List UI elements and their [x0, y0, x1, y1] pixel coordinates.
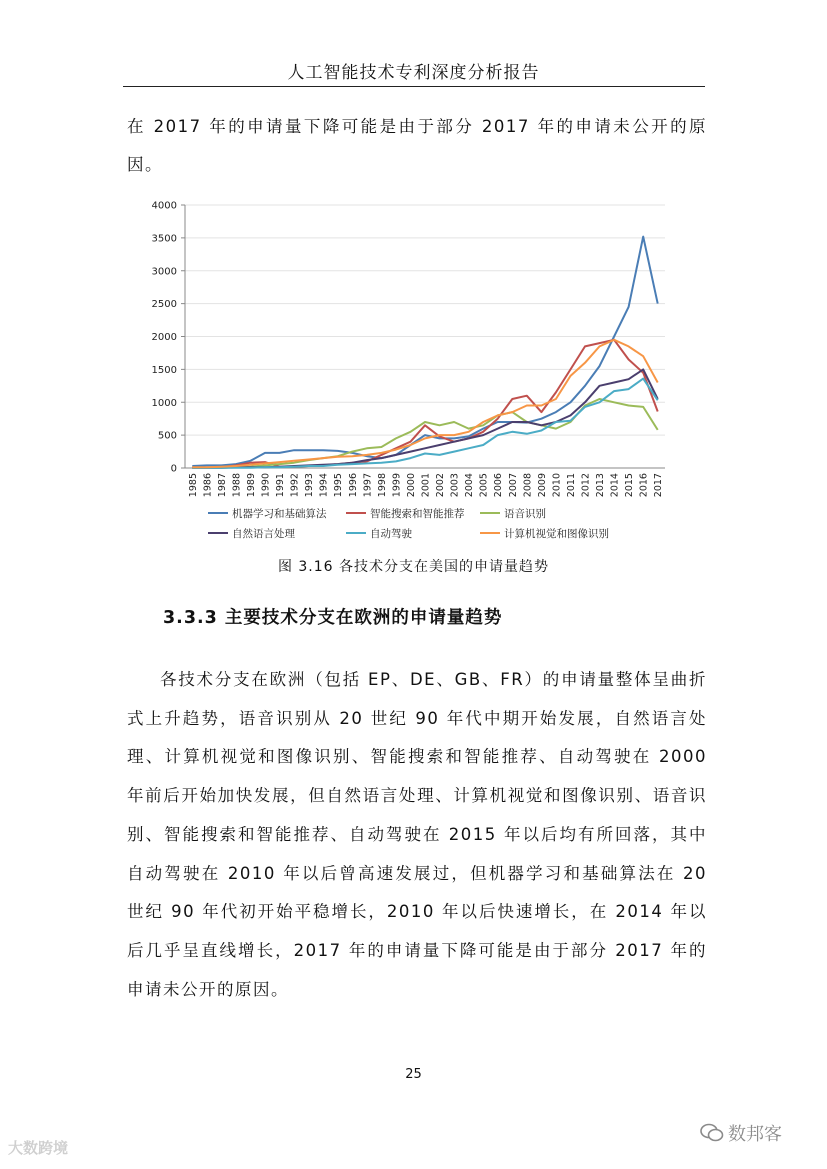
x-tick-label: 1993	[304, 473, 316, 498]
x-tick-label: 2014	[609, 473, 621, 498]
x-tick-label: 1986	[202, 473, 214, 498]
y-tick-label: 0	[170, 463, 177, 475]
x-tick-label: 1989	[245, 473, 257, 498]
x-tick-label: 2013	[595, 473, 607, 498]
x-tick-label: 2017	[653, 473, 665, 498]
x-tick-label: 2007	[507, 473, 519, 498]
legend-label: 自动驾驶	[370, 528, 412, 540]
x-tick-label: 2009	[536, 473, 548, 498]
section-heading: 3.3.3 主要技术分支在欧洲的申请量趋势	[163, 608, 503, 628]
x-tick-label: 2010	[551, 473, 563, 498]
body-paragraph: 各技术分支在欧洲（包括 EP、DE、GB、FR）的申请量整体呈曲折式上升趋势，语音识别从 20 世纪 90 年代中期开始发展，自然语言处理、计算机视觉和图像识别、智能搜索和智能推荐、自动驾驶在 2000 年前后开始加快发展，但自然语言处理、计算机视觉和图像识别、语音识别、智能搜索和智能推荐、自动驾驶在 2015 年以后均有所回落，其中自动驾驶在 2010 年以后曾高速发展过，但机器学习和基础算法在 20 世纪 90 年代初开始平稳增长，2010 年以后快速增长，在 2014 年以后几乎呈直线增长，2017 年的申请量下降可能是由于部分 2017 年的申请未公开的原因。	[127, 670, 707, 999]
legend-label: 机器学习和基础算法	[232, 508, 327, 520]
x-tick-label: 2003	[449, 473, 461, 498]
x-tick-label: 2011	[565, 473, 577, 498]
x-tick-label: 2001	[420, 473, 432, 498]
x-tick-label: 2004	[464, 473, 476, 498]
x-tick-label: 1996	[347, 473, 359, 498]
x-tick-label: 1991	[275, 473, 287, 498]
x-tick-label: 2012	[580, 473, 592, 498]
y-tick-label: 500	[157, 430, 177, 442]
x-tick-label: 2008	[522, 473, 534, 498]
y-tick-label: 3000	[151, 266, 177, 278]
wechat-icon	[700, 1123, 724, 1143]
x-tick-label: 1985	[187, 473, 199, 498]
line-chart	[140, 195, 685, 550]
x-tick-label: 2016	[638, 473, 650, 498]
x-tick-label: 1995	[333, 473, 345, 498]
x-tick-label: 1994	[318, 473, 330, 498]
intro-paragraph: 在 2017 年的申请量下降可能是由于部分 2017 年的申请未公开的原因。	[127, 117, 707, 174]
series-line-语音识别	[192, 399, 657, 468]
y-tick-label: 1500	[151, 364, 177, 376]
watermark-right	[700, 1120, 782, 1146]
x-tick-label: 1997	[362, 473, 374, 498]
y-tick-label: 4000	[151, 200, 177, 212]
legend-label: 语音识别	[504, 508, 546, 520]
y-tick-label: 3500	[151, 233, 177, 245]
x-tick-label: 2002	[435, 473, 447, 498]
x-tick-label: 1998	[376, 473, 388, 498]
legend-label: 计算机视觉和图像识别	[504, 528, 609, 540]
x-tick-label: 1990	[260, 473, 272, 498]
x-tick-label: 1987	[216, 473, 228, 498]
x-tick-label: 2015	[624, 473, 636, 498]
x-tick-label: 2005	[478, 473, 490, 498]
x-tick-label: 1992	[289, 473, 301, 498]
page-number: 25	[405, 1067, 422, 1082]
x-tick-label: 2006	[493, 473, 505, 498]
x-tick-label: 2000	[405, 473, 417, 498]
figure-caption: 图 3.16 各技术分支在美国的申请量趋势	[277, 559, 550, 575]
x-tick-label: 1999	[391, 473, 403, 498]
y-tick-label: 2500	[151, 299, 177, 311]
watermark-left: 大数跨境	[8, 1139, 69, 1157]
header-divider	[123, 86, 705, 87]
legend-label: 自然语言处理	[232, 528, 295, 540]
y-tick-label: 1000	[151, 397, 177, 409]
x-tick-label: 1988	[231, 473, 243, 498]
legend-label: 智能搜索和智能推荐	[370, 508, 465, 520]
y-tick-label: 2000	[151, 332, 177, 343]
watermark-right-text: 数邦客	[728, 1124, 782, 1145]
page-header-title: 人工智能技术专利深度分析报告	[287, 63, 540, 83]
